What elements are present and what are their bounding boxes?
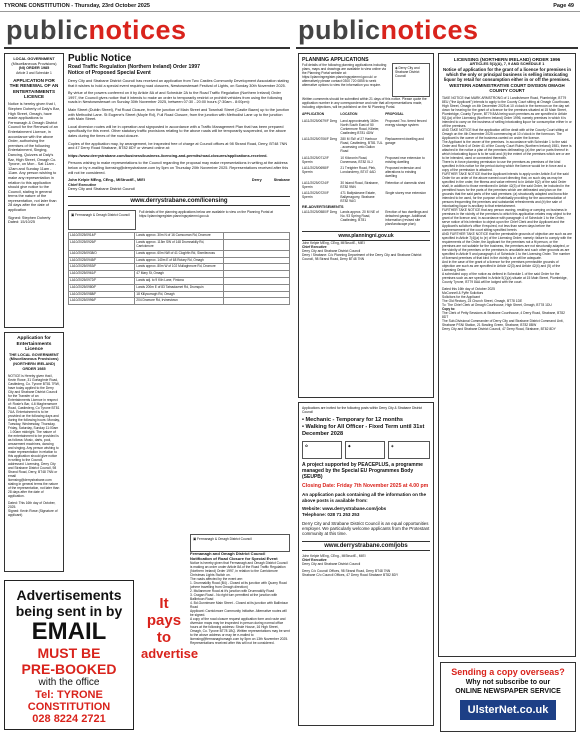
- table-row: LA10/2025/0980/F Lands 200m E of 83 Tatnadavnet Rd, Drumquin: [69, 284, 290, 291]
- masthead-rule-right: [296, 47, 578, 49]
- table-row: LA10/2025/0972/F Lands adj. to 9 Kiln Lane, Fintona: [69, 278, 290, 285]
- page-header: [0, 0, 580, 12]
- email-advert-box: Advertisements being sent in by EMAIL MUST BE PRE-BOOKED with the office Tel: TYRONE CONSTITUTION 028 8224 2721: [4, 580, 134, 730]
- entertainment-application-notice: Application for Entertainments Licence THE LOCAL GOVERNMENT (Miscellaneous Provisions) (NORTHERN IRELAND) ORDER 1985 NOTICE is Hereby given that I, Kevin Rowe, 31 Gortaghnie Road, Castlederg, Co. Tyrone BT81 7RW, have today applied to the Derry City and Strabane District Council for the Transfer of an Entertainments Licence in respect of: Rosie's Bar, 4-6 Magheramore Road, Castlederg, Co Tyrone BT81 7UA. Entertainment is to be provided on the following days and during the following hours: Monday, Tuesday, Wednesday, Thursday, Friday, Saturday, Sunday 11:00am - 1:00am midnight. The nature of the entertainment to be provided is as follows: Music, darts, pool, amusement machines, dancing and singing. Any person wishing to make representation in relation to this application should give notice in writing to the Council, addressed: Licensing, Derry City and Strabane District Council, 98 Strand Road, Derry, BT48 7NN or email licensing@derrystrabane.com stating in general terms the nature of the representation, not later than 28 days after the date of application. Dated: This 16th day of October, 2025. Signed: Kevin Rowe (Signature of applicant): [4, 332, 64, 572]
- road-list: [190, 581, 290, 609]
- derry-strabane-logo: ◈ Derry City and Strabane District Council: [392, 63, 430, 97]
- special-event-notice: ▣ Fermanagh & Omagh District Council Fermanagh and Omagh District Council Notification of Road Closure for Special Event Notice is hereby given that Fermanagh and Omagh District Council is making an order under Article 8A of the Road Traffic Regulation (Northern Ireland) Order 1997, in relation to the Carrickmore Christmas Lights Switch on. The roads affected by the event are: 1. Drumnakilly Road (B4) - Closed at its junction with Quarry Road (where travelling from Omagh direction) 2. Mullanmore Road at it's junction with Drumnakilly Road 3. Cragan Road - No right turn permitted at the junction with Ballintoun Road 4. Bd.Gunnimare Main Street - Closed at its junction with Ballintoun Road Applicant: Carrickmore Community Initiative. Alternative routes will be signed. A copy of the road closure request application form and route and diversion maps may be inspected in person during normal office hours at the following address: Strule House, 16 High Street, Omagh, Co. Tyrone BT78 1BQ. Written representations may be sent to the above address or may be e-mailed to licensing@fermanaghomagh.com by 5pm on 13th November 2025. Representations received after this will not be considered.: [190, 534, 290, 732]
- table-row: LA11/2025/0724/F Sperrin 30 Island Road, Strabane, BT82 9NN Retention of domestic shed: [302, 180, 426, 189]
- readvert-table: LA11/2025/0580/F Derg Lands approx. 20 M NE of No. 93 Spring Road, Castlederg, BT81 Erection of two dwellings and detached garage. Additional information (revised site plan/landscape plan): [302, 210, 428, 227]
- masthead-left: publicnotices: [6, 15, 187, 45]
- job-1: • Mechanic - Temporary for 12 months: [302, 417, 404, 423]
- job-2: • Walking for All Officer - Fixed Term until 31st December 2028: [302, 424, 425, 437]
- masthead-right: publicnotices: [298, 15, 479, 45]
- table-row: LA11/2025/0712/F Sperrin 10 Kilcronin Road, Donemana, BT82 0LJ Proposed rear extension to existing dwelling: [302, 155, 425, 164]
- masthead-rule-left: [4, 47, 290, 49]
- header-left: TYRONE CONSTITUTION - Thursday, 23rd October 2025: [4, 3, 150, 9]
- table-row: LA10/2025/0926/F Lands approx. 115m SW of 148 Drumnakilly Rd, Carrickmore: [69, 240, 290, 251]
- planning-applications: PLANNING APPLICATIONS Full details of the following planning applications including plans, maps and drawings are available to view online via the Planning Portal website at: https://planningregister.planningsystemni.gov.uk/ or alternatively please contact 0300 720 0855 to seek alternative options to view the information you require. ◈ Derry City and Strabane District Council Written comments should be submitted within 21 days of this notice. Please quote the application number in any correspondence and note that all representations made, including objections, will be published on the NI Planning Portal. APPLICATION LOCATION PROPOSAL LA11/2025/0679/F Derg Land approximately 160m North South East of 50 Corkermore Road, Killeter, Castlederg BT81 4DW Proposed 7no. tiered fenced energy storage system LA11/2025/0706/F Derg 280 M SW of 27 Harbour Road, Castlederg, BT81 7UL - accessing onto Gallon Road Replacement dwelling and garage LA11/2025/0712/F Sperrin 10 Kilcronin Road, Donemana, BT82 0LJ Proposed rear extension to existing dwelling LA11/2025/0698/F Sperrin 21 Treighter Road, Plek, Londonderry, BT47 4AD Proposed extension and alterations to existing dwelling LA11/2025/0724/F Sperrin 30 Island Road, Strabane, BT82 9NN Retention of domestic shed LA11/2025/0720/F Sperrin 471 Ballyskeane Estate, Ballymagorry, Strabane BT82 9AG Single storey rear extension RE-ADVERTISEMENTS LA11/2025/0580/F Derg Lands approx. 20 M NE of No. 93 Spring Road, Castlederg, BT81 Erection of two dwellings and detached garage. Additional information (revised site plan/landscape plan) www.planningni.gov.uk John Kelpie MEng, CEng, MIStructE., MIEI Chief Executive Derry City and Strabane District Council Derry / Strabane: C/o Planning Department of the Derry City and Strabane District Council, 98 Strand Road, Derry BT48 7NN: [298, 53, 434, 398]
- entertainment-renewal-notice: LOCAL GOVERNMENT (Miscellaneous Provisions) (NI) ORDER 1985 Article 3 and Schedule 1 APPLICATION FOR THE RENEWAL OF AN ENTERTAINMENTS LICENCE Notice is hereby given that I, Stephen Doherty of Daly's Bar, High Street, Omagh, have made applications to Fermanagh & Omagh District Council for the Renewal of an Entertainment Licence, in accordance with the above Order, authorising the premises of the following Entertainment, Singing, Dancing, Quizzes at Daly's Bar, High Street, Omagh Co. Tyrone, on Mon - Sat 11am - 12am and Sunday 11am - 11am. Any person wishing to make any representation in relation to this application should give notice to the Council, stating in general terms the nature of the representation, not later than 28 days after the date of application Signed: Stephen Doherty Dated: 15/10/25: [4, 53, 64, 328]
- table-row: LA10/2025/0938/O Lands approx. 60m NW of 41 Cloghfin Rd, Sixmilecross: [69, 250, 290, 257]
- licensing-url: www.derrystrabane.com/licensing: [68, 196, 290, 207]
- column-3: [298, 53, 434, 733]
- table-row: LA11/2025/0679/F Derg Land approximately 160m North South East of 50 Corkermore Road, Killeter, Castlederg BT81 4DW Proposed 7no. tiered fenced energy storage system: [302, 118, 427, 135]
- table-row: LA11/2025/0706/F Derg 280 M SW of 27 Harbour Road, Castlederg, BT81 7UL - accessing onto Gallon Road Replacement dwelling and garage: [302, 137, 424, 153]
- table-row: LA10/2025/0996/F 204 Dromore Rd, Irvinestown: [69, 298, 290, 305]
- council-logo-2: [388, 441, 430, 459]
- council-crest-icon: ◈: [395, 66, 398, 70]
- peace-icon: ✿: [305, 444, 308, 448]
- applications-table: APPLICATION LOCATION PROPOSAL LA11/2025/0679/F Derg Land approximately 160m North South East of 50 Corkermore Road, Killeter, Castlederg BT81 4DW Proposed 7no. tiered fenced energy storage system LA11/2025/0706/F Derg 280 M SW of 27 Harbour Road, Castlederg, BT81 7UL - accessing onto Gallon Road Replacement dwelling and garage LA11/2025/0712/F Sperrin 10 Kilcronin Road, Donemana, BT82 0LJ Proposed rear extension to existing dwelling LA11/2025/0698/F Sperrin 21 Treighter Road, Plek, Londonderry, BT47 4AD Proposed extension and alterations to existing dwelling LA11/2025/0724/F Sperrin 30 Island Road, Strabane, BT82 9NN Retention of domestic shed LA11/2025/0720/F Sperrin 471 Ballyskeane Estate, Ballymagorry, Strabane BT82 9AG Single storey rear extension: [302, 111, 430, 205]
- outscope-logo: [345, 441, 385, 459]
- public-notice-road-traffic: Public Notice Road Traffic Regulation (Northern Ireland) Order 1997 Notice of Proposed Special Event Derry City and Strabane District Council has received an application from Two Castles Community Development Association stating that it wishes to hold a special event requiring road closures, Newtownstewart Festival of Lights, on Sunday 30th November 2025. By virtue of the powers conferred on it by Article 8A of and Schedule 2A to the Road Traffic Regulation (Northern Ireland) Order 1997, the Council gives notice that it intends to make an order to temporarily restrict or prohibit vehicles from using the following roads in Newtownstewart on Sunday 30th November 2025, between 07:30 - 20:00 hours (7:30am - 8:00pm): Main Street (Dublin Street), Pat Road Closure, from the junction of Main Street and Townhall Street (Castle Bawn) up to the junction with Methodist Lane. St Eugene's Street (Moyle Rd), Full Road Closure, from the junction with Methodist Lane up to the junction with Main Street. Local diversion routes will be in operation and signposted in accordance with a Traffic Management Plan that has been prepared specifically for this event. Other statutory traffic provisions relating to the above roads will be temporarily suspended, on the above dates during the times of the road closure. Copies of the application may, by arrangement, be inspected free of charge at Council offices at 98 Strand Road, Derry, BT48 7NN and 47 Derry Road Strabane, BT82 8DY or viewed online at: https://www.derrystrabane.com/business/business-licencing-and-permits/road-closures/applications-received. Persons wishing to make representations to the Council regarding the proposal may make representations in writing at the address below or by e-mailing licensing@derrystrabane.com by 5pm on Thursday 20th November 2025. Representations received after this will not be considered. John Kelpie MEng, CEng., MIStructE., MIEI Chief Executive Derry City and Strabane District Council Derry Strabane www.derrystrabane.com/licensing: [68, 53, 290, 206]
- pays-to-advertise: It pays to advertise: [141, 595, 199, 661]
- table-row: LA10/2025/0953/F Lands approx. 80m W of 102 Mullaghmore Rd, Dromore: [69, 264, 290, 271]
- column-4: [438, 53, 576, 659]
- ulsternet-logo[interactable]: UlsterNet.co.uk: [460, 700, 556, 720]
- peaceplus-logo: [302, 441, 342, 459]
- online-newspaper-advert: Sending a copy overseas? Why not subscribe to our ONLINE NEWSPAPER SERVICE UlsterNet.co.uk: [440, 662, 576, 732]
- table-row: LA10/2025/0914/F Lands approx. 30m N of 16 Carncorran Rd, Dromore: [69, 233, 290, 240]
- list-item: 4. Bd.Gunnimare Main Street - Closed at its junction with Ballintoun Road: [190, 601, 289, 610]
- table-row: LA10/2025/0961/F 47 Mary St, Omagh: [69, 271, 290, 278]
- liquor-licence-notice: LICENSING (NORTHERN IRELAND) ORDER 1996 ARTICLES 5(1)(A), 7, 9 AND SCHEDULE 1 Notice of application for the grant of a licence for premises in which the only or principal business is selling intoxicating liquor by retail for consumption either in or off the premises. WESTERN ADMINISTRATIVE COURT DIVISION OMAGH COUNTY COURT TAKE NOTICE that MARK ARMSTRONG of 1 Landishmore Road, Plumbridge, BT79 8EU ("the Applicant") intends to apply to the County Court sitting at Omagh Courthouse, High Street, Omagh on 4th December 2025 at 10 o'clock in the forenoon on the day set down for hearing for the grant of a licence for the premises situated at 15 Main Street, Plumbridge, County Tyrone, BT79 8AA being such premises as are specified in Article 5(1)(a) of the Licensing (Northern Ireland) Order 1996, namely premises in which it is intended to carry on the business of selling intoxicating liquor for consumption either in or off the premises. AND TAKE NOTICE that the application will be dealt with at the County Court sitting at Omagh on the 4th December 2025 commencing at 10 o'clock in the forenoon. The Applicant is the owner of the business carried on under the licence. The Applicant is the owner of the premises. In accordance with Schedule 1 to the said Order and Rule 6 of Order 41 of the County Court Rules (Northern Ireland) 1981, there is attached in the notice a plan of the premises delineating: (a) the part or parts thereof in which intoxicating liquor is to be sold and (b) the extent of the premises which are or are to be intended, used or connected therewith. There is in force planning permission to use the premises as premises of the kind specified in this notice for the period during which the licence would be in force and a copy of the permission is attached. FURTHER TAKE NOTICE that the Applicant intends to apply under Article 8 of the said Order for an order of the above named court directing that, on such day as may be specified in the order, the fitness and value referred to in Article 8(2) of the said Order shall, in addition to those mentioned in Article 42(3) of the said Order, be included in the permitted hours for the parts of the premises which are delineated and plan on the grounds that the said parts of the said premises: (a) structurally adapted and bona fide intended to be used, for the purpose of habitually providing for the accommodation of persons frequenting the premises and substantial refreshments and (b) the sale of intoxicating liquor is ancillary to that entertainment. FURTHER TAKE NOTICE that any person owning, residing or carrying on business in premises in the vicinity of the premises to which this application relates may object to the grant of the licence and, in accordance with paragraph 4 of Schedule 1 to the Order, serve notice of his intention to object upon the Chief Clerk and the Applicant and the Applicant's solicitor's office if required, not less than seven days before the commencement of the court sitting specified herein. AND FURTHER TAKE NOTICE that the permissible grounds of objection are such as are specified in Article 7(4)(a) to (e) of the Licensing Order; namely: failure to comply with the requirements of the Order, the Applicant for the premises not a fit person, or the premises are not suitable for the business, the premises are not structurally adapted, or the vicinity of the premises or the premises is unsuitable and such other grounds as are specified in Article 9 and paragraph 4 of Schedule 1 to the Licensing Order. The number of licensed premises of that kind in the vicinity is or will be adequate. And in the case of the grant of a licence for the premises permissible grounds of objection are such as are specified in Article 42(3) and Article 42(4) and (5) of the Licensing Order. A scheduled copy of the notice as defined in Schedule 1 of the said Order for the premises such as are specified in Article 5(1)(a) situate at 15 Main Street, Plumbridge, County Tyrone, BT79 8AA will be lodged with the court. Dated this 16th day of October 2025 McConnell & Fyffe Solicitors Solicitors for the Applicant The Old Rectory, 23 Church Street, Omagh, BT78 1DE To: The Chief Clerk at Omagh Courthouse, High Street, Omagh, BT78 1DU Copy to: The Clerk of Petty Sessions at Strabane Courthouse, 4 Derry Road, Strabane, BT82 8DT The Sub-Divisional Commander of Derry City and Strabane District Command Unit, Strabane PSNI Station, 21 Bowling Green, Strabane, BT82 8BW Derry City and Strabane District Council, 47 Derry Road, Strabane, BT82 8DY: [438, 53, 576, 657]
- table-row: LA11/2025/0720/F Sperrin 471 Ballyskeane Estate, Ballymagorry, Strabane BT82 9AG Single storey rear extension: [302, 191, 427, 203]
- council-crest-icon: ◈: [391, 444, 394, 448]
- jobs-advert: Applications are invited for the following posts within Derry City & Strabane District Council • Mechanic - Temporary for 12 months • Walking for All Officer - Fixed Term until 31st December 2028 ✿ ◆ ◈ A project supported by PEACEPLUS, a programme managed by the Special EU Programmes Body (SEUPB) Closing Date: Friday 7th November 2025 at 4.00 pm An application pack containing all the information on the above posts is available from: Website: www.derrystrabane.com/jobs Telephone: 028 71 253 253 Derry City and Strabane District Council is an equal opportunities employer. We particularly welcome applicants from the Protestant community at this time. www.derrystrabane.com/jobs John Kelpie MEng, CEng., MIStructE., MIEI Chief Executive Derry City and Strabane District Council Derry C/o Council Offices, 98 Strand Road, Derry BT48 7NN Strabane C/o Council Offices, 47 Derry Road Strabane BT82 8DY: [298, 402, 434, 726]
- list-item: 3. Cragan Road - No right turn permitted at the junction with Ballintoun Road: [190, 593, 278, 602]
- outscope-icon: ◆: [348, 444, 351, 448]
- page-number: Page 49: [553, 3, 574, 9]
- table-row: LA10/2025/0988/F 18 Killycurragh Rd, Omagh: [69, 291, 290, 298]
- fermanagh-omagh-logo: ▣ Fermanagh & Omagh District Council: [68, 210, 136, 230]
- table-row: LA11/2025/0698/F Sperrin 21 Treighter Road, Plek, Londonderry, BT47 4AD Proposed extension and alterations to existing dwelling: [302, 166, 421, 178]
- column-2: Public Notice Road Traffic Regulation (Northern Ireland) Order 1997 Notice of Proposed Special Event Derry City and Strabane District Council has received an application from Two Castles Community Development Association stating that it wishes to hold a special event requiring road closures, Newtownstewart Festival of Lights, on Sunday 30th November 2025. By virtue of the powers conferred on it by Article 8A of and Schedule 2A to the Road Traffic Regulation (Northern Ireland) Order 1997, the Council gives notice that it intends to make an order to temporarily restrict or prohibit vehicles from using the following roads in Newtownstewart on Sunday 30th November 2025, between 07:30 - 20:00 hours (7:30am - 8:00pm): Main Street (Dublin Street), Pat Road Closure, from the junction of Main Street and Townhall Street (Castle Bawn) up to the junction with Methodist Lane. St Eugene's Street (Moyle Rd), Full Road Closure, from the junction with Methodist Lane up to the junction with Main Street. Local diversion routes will be in operation and signposted in accordance with a Traffic Management Plan that has been prepared specifically for this event. Other statutory traffic provisions relating to the above roads will be temporarily suspended, on the above dates during the times of the road closure. Copies of the application may, by arrangement, be inspected free of charge at Council offices at 98 Strand Road, Derry, BT48 7NN and 47 Derry Road Strabane, BT82 8DY or viewed online at: https://www.derrystrabane.com/business/business-licencing-and-permits/road-closures/applications-received. Persons wishing to make representations to the Council regarding the proposal may make representations in writing at the address below or by e-mailing licensing@derrystrabane.com by 5pm on Thursday 20th November 2025. Representations received after this will not be considered. John Kelpie MEng, CEng., MIStructE., MIEI Chief Executive Derry City and Strabane District Council Derry Strabane www.derrystrabane.com/licensing ▣ Fermanagh & Omagh District Council Full details of the planning applications below are available to view on the Planning Portal at https://planningregister.planningsystemni.gov.uk LA10/2025/0914/F Lands approx. 30m N of 16 Carncorran Rd, Dromore LA10/2025/0926/F Lands approx. 115m SW of 148 Drumnakilly Rd, Carrickmore LA10/2025/0938/O Lands approx. 60m NW of 41 Cloghfin Rd, Sixmilecross LA10/2025/0945/F Lands approx. 140m E of 68 Rotary Rd, Omagh LA10/2025/0953/F Lands approx. 80m W of 102 Mullaghmore Rd, Dromore LA10/2025/0961/F 47 Mary St, Omagh LA10/2025/0972/F Lands adj. to 9 Kiln Lane, Fintona LA10/2025/0980/F Lands 200m E of 83 Tatnadavnet Rd, Drumquin LA10/2025/0988/F 18 Killycurragh Rd, Omagh LA10/2025/0996/F 204 Dromore Rd, Irvinestown: [68, 53, 290, 578]
- table-row: LA10/2025/0945/F Lands approx. 140m E of 68 Rotary Rd, Omagh: [69, 257, 290, 264]
- crest-icon: ▣: [193, 537, 197, 541]
- fo-logo-2: ▣ Fermanagh & Omagh District Council: [190, 534, 290, 552]
- list-item: 2. Mullanmore Road at it's junction with Drumnakilly Road: [190, 589, 275, 594]
- fo-planning-table: [68, 232, 290, 305]
- crest-icon: ▣: [71, 213, 75, 218]
- list-item: 1. Drumnakilly Road (B4) - Closed at its junction with Quarry Road (where travelling from Omagh direction): [190, 581, 287, 590]
